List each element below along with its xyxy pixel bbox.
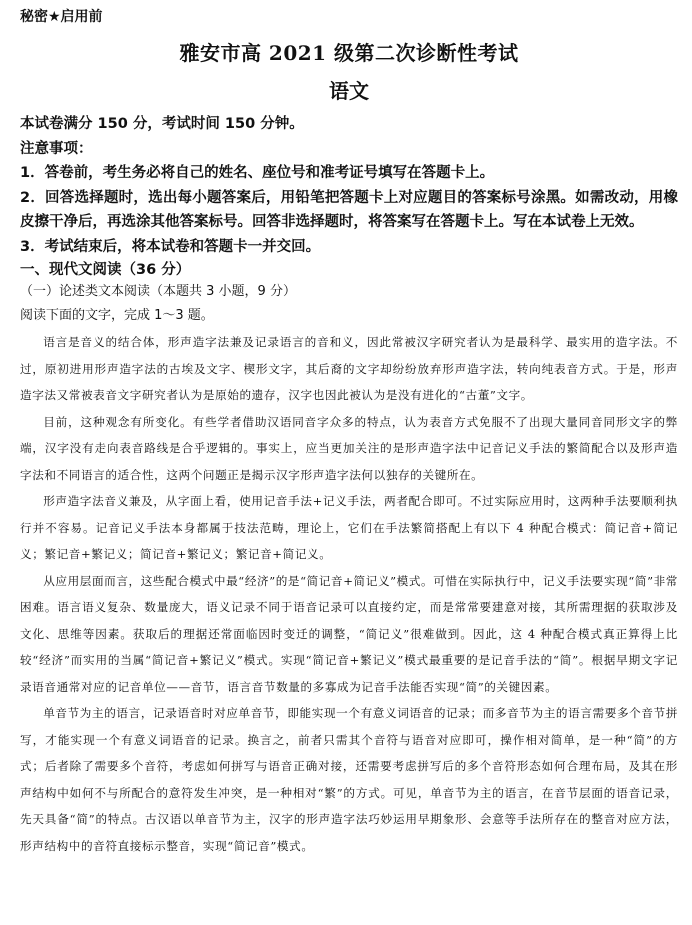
passage xyxy=(20,329,678,859)
note-item-3: 3．考试结束后，将本试卷和答题卡一并交回。 xyxy=(20,238,321,255)
passage-paragraph-5: 单音节为主的语言，记录语音时对应单音节，即能实现一个有意义词语音的记录；而多音节为主的语言需要多个音节拼写，才能实现一个有意义词语音的记录。换言之，前者只需其个音符与语音对应即可，操作相对简单，是一种“简”的方式；后者除了需要多个音符，考虑如何拼写与语音正确对接，还需要考虑拼写后的多个音符形态如何合理布局，及其在形声结构中如何不与所配合的意符发生冲突，是一种相对“繁”的方式。可见，单音节为主的语言，在音节层面的语音记录，先天具备“简”的特点。古汉语以单音节为主，汉字的形声造字法巧妙运用早期象形、会意等手法所存在的整音对应方法，形声结构中的音符直接标示整音，实现“简记音”模式。 xyxy=(20,706,678,853)
note-item-1: 1．答卷前，考生务必将自己的姓名、座位号和准考证号填写在答题卡上。 xyxy=(20,165,495,181)
note-item-2: 2．回答选择题时，选出每小题答案后，用铅笔把答题卡上对应题目的答案标号涂黑。如需改动，用橡皮擦干净后，再选涂其他答案标号。回答非选择题时，将答案写在答题卡上。写在本试卷上无效。 xyxy=(20,189,678,230)
passage-paragraph-4: 从应用层面而言，这些配合模式中最“经济”的是“简记音+简记义”模式。可惜在实际执行中，记义手法要实现“简”非常困难。语言语义复杂、数量庞大，语义记录不同于语音记录可以直接约定，而是常常要建意对接，其所需理据的获取涉及文化、思维等因素。获取后的理据还常面临因时变迁的调整，“简记义”很难做到。因此，这 4 种配合模式真正算得上比较“经济”而实用的当属“简记音+繁记义”模式。实现“简记音+繁记义”模式最重要的是记音手法的“简”。根据早期文字记录语音通常对应的记音单位——音节，语言音节数量的多寡成为记音手法能否实现“简”的关键因素。 xyxy=(20,573,678,694)
reading-instruction: 阅读下面的文字，完成 1～3 题。 xyxy=(20,308,214,323)
exam-info: 本试卷满分 150 分，考试时间 150 分钟。 xyxy=(20,116,304,132)
secret-label: 秘密★启用前 xyxy=(20,9,103,25)
passage-paragraph-1: 语言是音义的结合体，形声造字法兼及记录语言的音和义，因此常被汉字研究者认为是最科学、最实用的造字法。不过，原初进用形声造字法的古埃及文字、楔形文字，其后裔的文字却纷纷放弃形声造字法，转向纯表音方式。于是，形声造字法又常被表音文字研究者认为是原始的遗存，汉字也因此被认为是没有进化的“古董”文字。 xyxy=(20,335,678,402)
subject-title: 语文 xyxy=(329,79,369,103)
section-subtitle: （一）论述类文本阅读（本题共 3 小题，9 分） xyxy=(20,284,296,299)
notes-heading: 注意事项： xyxy=(20,140,93,157)
section-title: 一、现代文阅读（36 分） xyxy=(20,262,191,278)
passage-paragraph-3: 形声造字法音义兼及，从字面上看，使用记音手法+记义手法，两者配合即可。不过实际应用时，这两种手法要顺利执行并不容易。记音记义手法本身都属于技法范畴，理论上，它们在手法繁简搭配上有以下 4 种配合模式：简记音+简记义；繁记音+繁记义；简记音+繁记义；繁记音+简记义。 xyxy=(20,494,678,561)
exam-title: 雅安市高 2021 级第二次诊断性考试 xyxy=(179,41,519,65)
passage-paragraph-2: 目前，这种观念有所变化。有些学者借助汉语同音字众多的特点，认为表音方式免服不了出现大量同音同形文字的弊端，汉字没有走向表音路线是合乎逻辑的。事实上，应当更加关注的是形声造字法中记音记义手法的繁简配合以及形声造字法和不同语言的适合性，这两个问题正是揭示汉字形声造字法何以独存的关键所在。 xyxy=(20,414,678,482)
